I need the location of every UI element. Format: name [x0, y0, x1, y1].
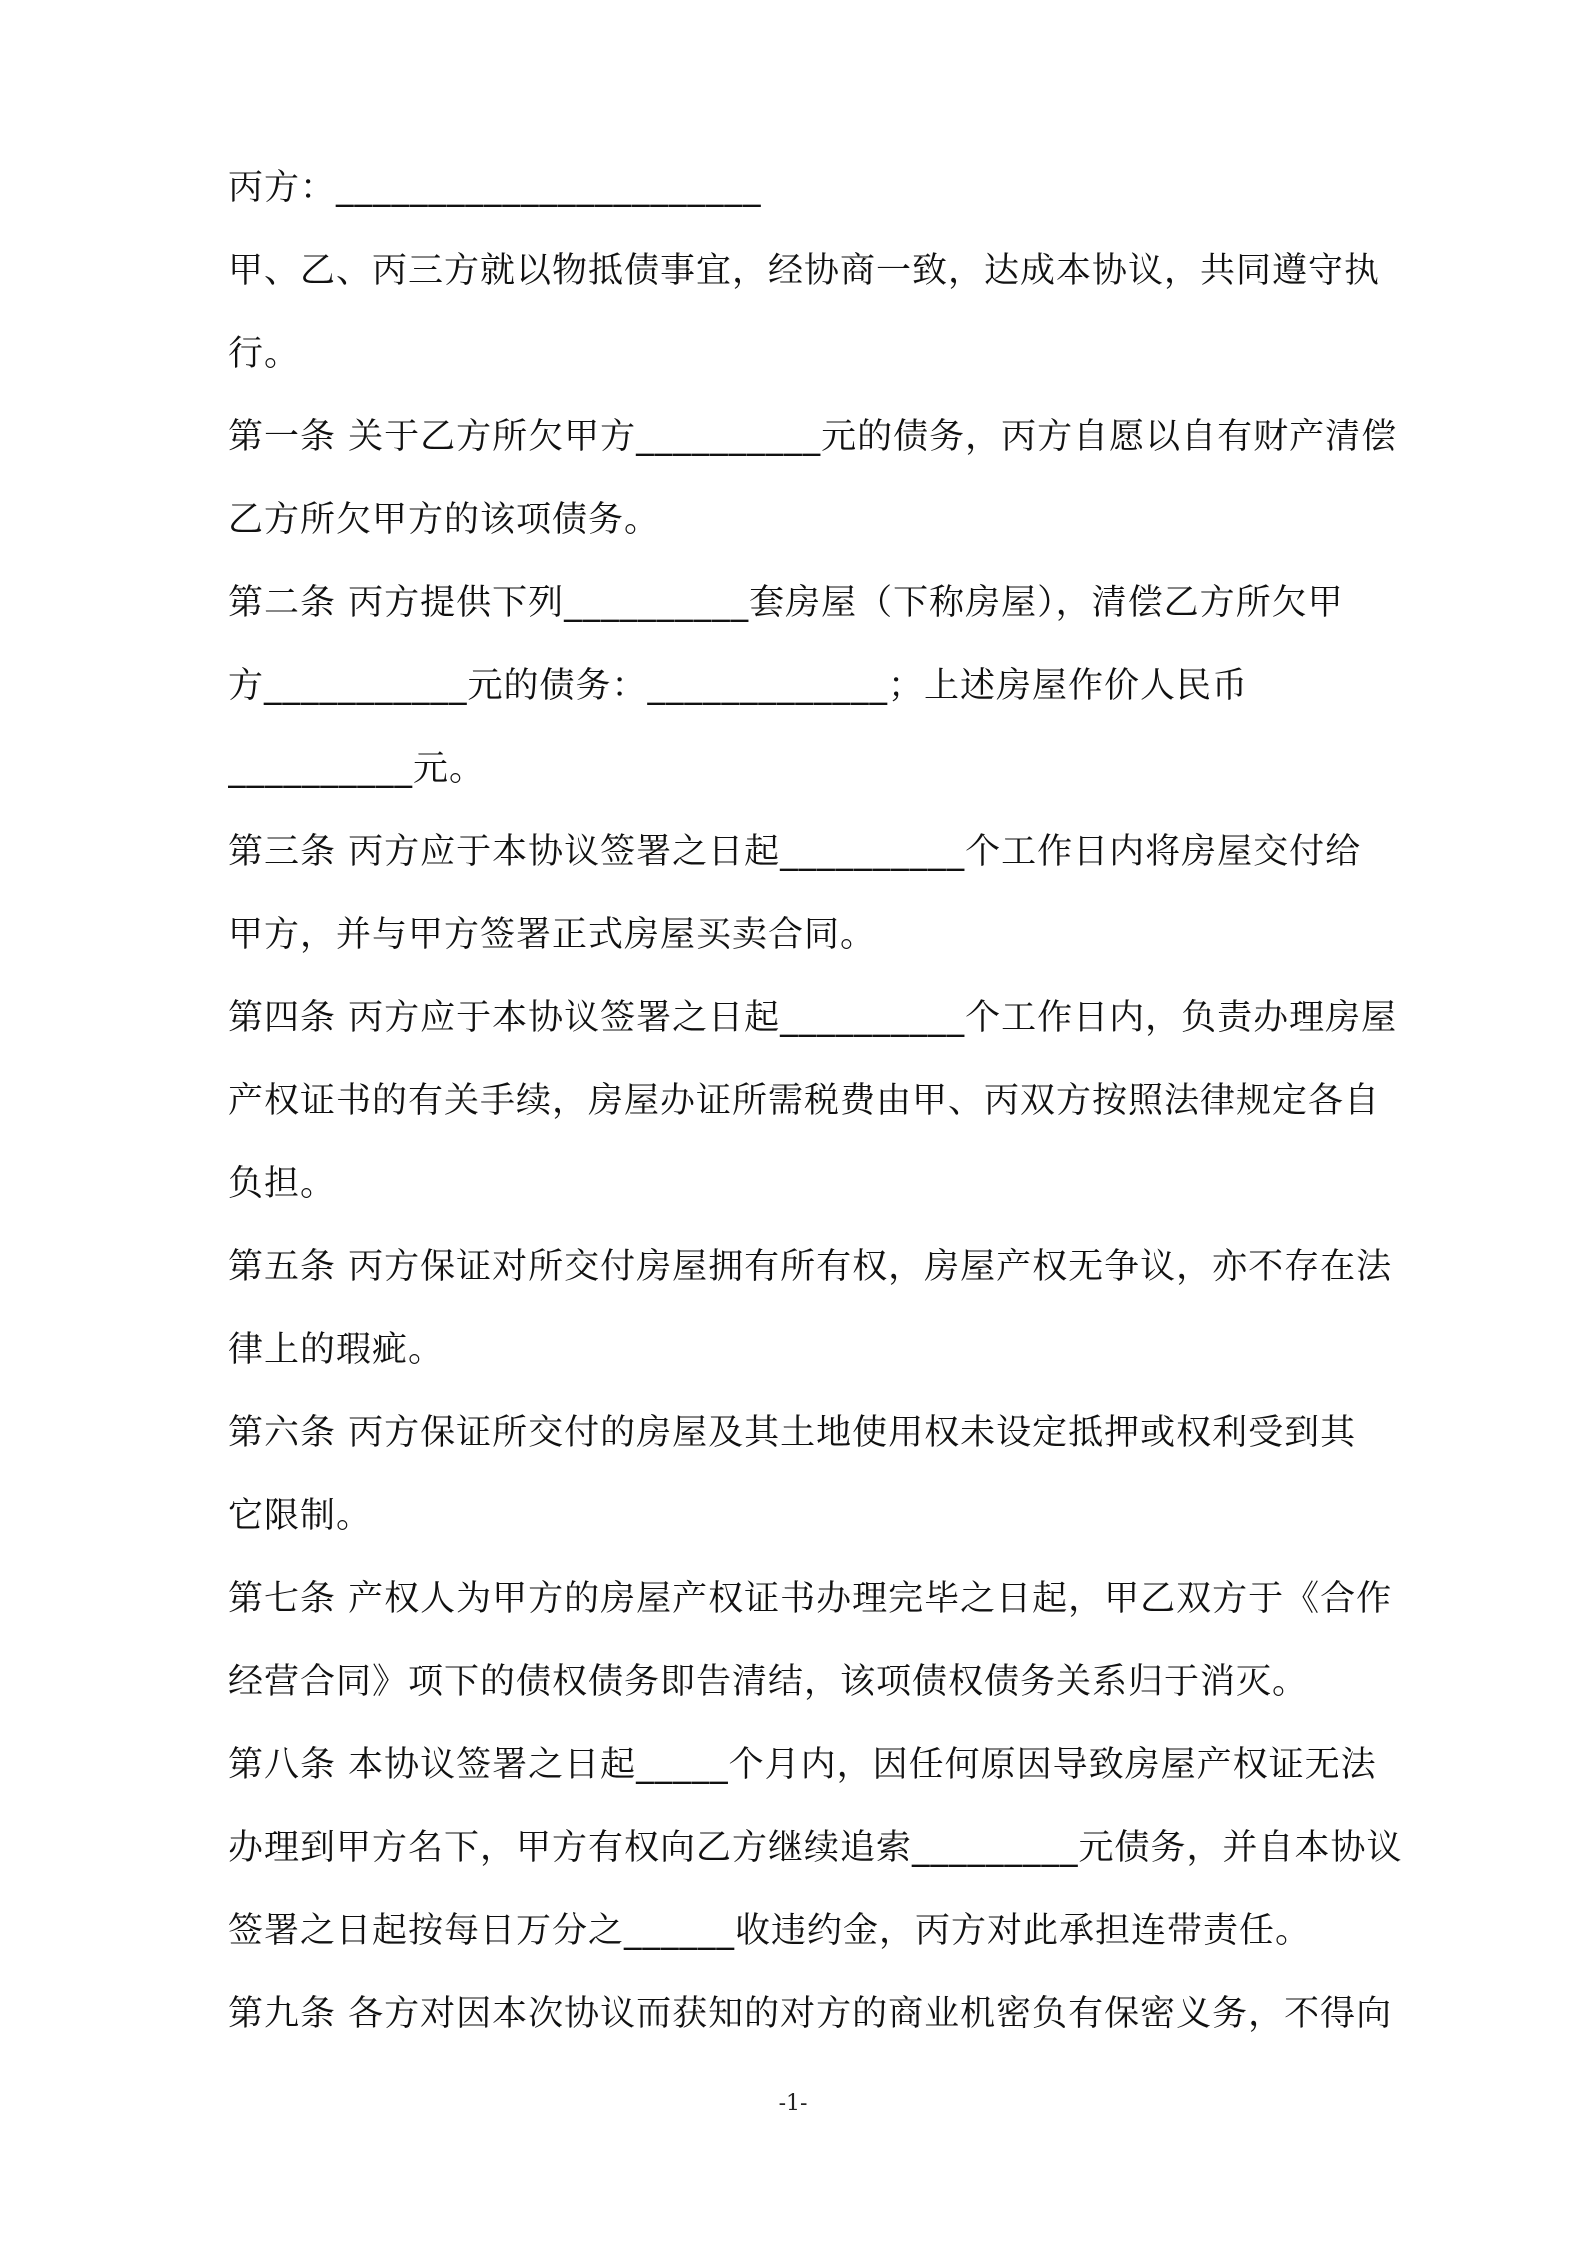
article-3-line-2: 甲方，并与甲方签署正式房屋买卖合同。: [228, 915, 877, 955]
article-2-line-3: __________元。: [228, 749, 486, 789]
article-2-line-1: 第二条 丙方提供下列__________套房屋（下称房屋），清偿乙方所欠甲: [228, 583, 1344, 623]
article-4-line-3: 负担。: [228, 1164, 337, 1204]
article-8-line-1: 第八条 本协议签署之日起_____个月内，因任何原因导致房屋产权证无法: [228, 1745, 1377, 1785]
article-7-line-2: 经营合同》项下的债权债务即告清结，该项债权债务关系归于消灭。: [228, 1662, 1309, 1702]
article-5-line-2: 律上的瑕疵。: [228, 1330, 445, 1370]
article-8-line-2: 办理到甲方名下，甲方有权向乙方继续追索_________元债务，并自本协议: [228, 1828, 1403, 1868]
preamble-line-2: 行。: [228, 334, 301, 374]
article-3-line-1: 第三条 丙方应于本协议签署之日起__________个工作日内将房屋交付给: [228, 832, 1362, 872]
article-4-line-2: 产权证书的有关手续，房屋办证所需税费由甲、丙双方按照法律规定各自: [228, 1081, 1381, 1121]
article-7-line-1: 第七条 产权人为甲方的房屋产权证书办理完毕之日起，甲乙双方于《合作: [228, 1579, 1393, 1619]
preamble-line-1: 甲、乙、丙三方就以物抵债事宜，经协商一致，达成本协议，共同遵守执: [228, 251, 1381, 291]
page-number: -1-: [778, 2091, 808, 2116]
article-1-line-2: 乙方所欠甲方的该项债务。: [228, 500, 661, 540]
article-2-line-2: 方___________元的债务：_____________；上述房屋作价人民币: [228, 666, 1249, 706]
article-5-line-1: 第五条 丙方保证对所交付房屋拥有所有权，房屋产权无争议，亦不存在法: [228, 1247, 1393, 1287]
article-9-line-1: 第九条 各方对因本次协议而获知的对方的商业机密负有保密义务，不得向: [228, 1994, 1393, 2034]
party-c-line: 丙方：_______________________: [228, 168, 762, 208]
article-6-line-1: 第六条 丙方保证所交付的房屋及其土地使用权未设定抵押或权利受到其: [228, 1413, 1357, 1453]
article-8-line-3: 签署之日起按每日万分之______收违约金，丙方对此承担连带责任。: [228, 1911, 1312, 1951]
article-6-line-2: 它限制。: [228, 1496, 373, 1536]
article-1-line-1: 第一条 关于乙方所欠甲方__________元的债务，丙方自愿以自有财产清偿: [228, 417, 1398, 457]
article-4-line-1: 第四条 丙方应于本协议签署之日起__________个工作日内，负责办理房屋: [228, 998, 1398, 1038]
